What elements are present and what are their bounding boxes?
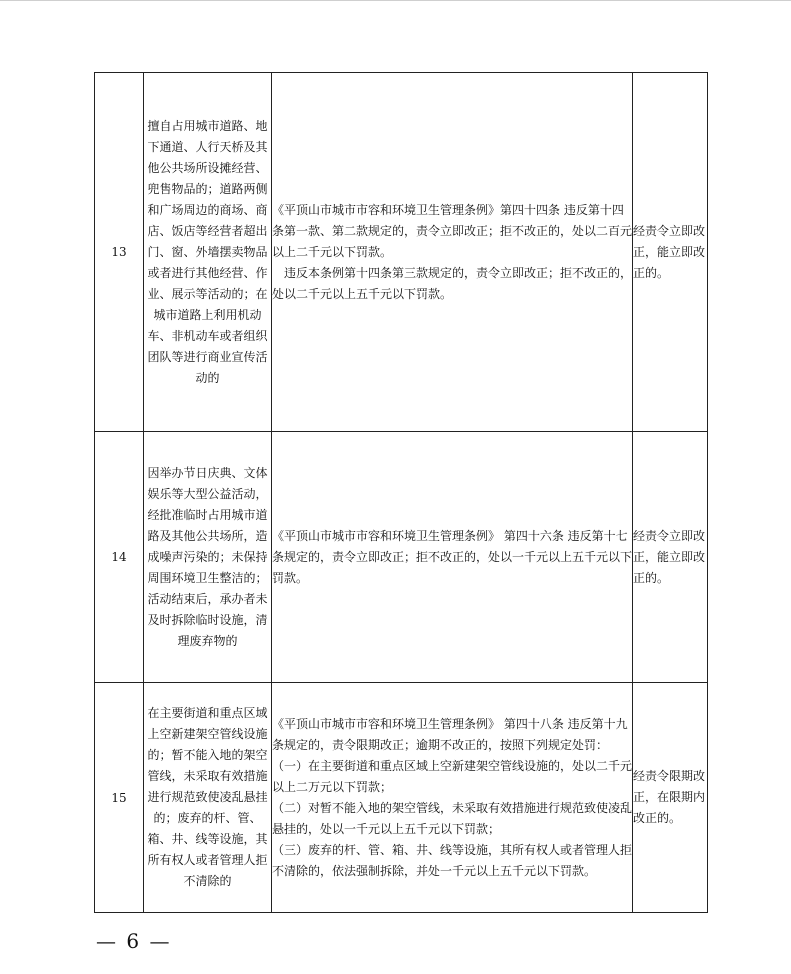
penalty-basis — [272, 73, 633, 432]
basis-paragraph: 《平顶山市城市市容和环境卫生管理条例》 第四十八条 违反第十九条规定的，责令限期改正；逾期不改正的，按照下列规定处罚： — [272, 716, 628, 752]
penalty-table — [94, 72, 708, 913]
violation-text: 擅自占用城市道路、地下通道、人行天桥及其他公共场所设摊经营、兜售物品的；道路两侧和广场周边的商场、商店、饭店等经营者超出门、窗、外墙摆卖物品或者进行其他经营、作业、展示等活动的；在城市道路上利用机动车、非机动车或者组织团队等进行商业宣传活动的 — [147, 118, 268, 385]
condition-text: 经责令立即改正，能立即改正的。 — [633, 223, 706, 280]
basis-paragraph: 违反本条例第十四条第三款规定的，责令立即改正；拒不改正的，处以二千元以上五千元以下罚款。 — [272, 265, 633, 301]
top-divider — [0, 0, 791, 1]
correction-condition — [633, 432, 708, 683]
condition-text: 经责令立即改正，能立即改正的。 — [633, 528, 706, 585]
correction-condition — [633, 73, 708, 432]
violation-description — [144, 683, 272, 913]
basis-paragraph: （一）在主要街道和重点区域上空新建架空管线设施的，处以二千元以上二万元以下罚款； — [272, 758, 633, 794]
basis-paragraph: 《平顶山市城市市容和环境卫生管理条例》第四十四条 违反第十四条第一款、第二款规定的，责令立即改正；拒不改正的，处以二百元以上二千元以下罚款。 — [272, 202, 633, 259]
violation-text: 因举办节日庆典、文体娱乐等大型公益活动，经批准临时占用城市道路及其他公共场所，造成噪声污染的；未保持周围环境卫生整洁的；活动结束后，承办者未及时拆除临时设施，清理废弃物的 — [147, 465, 268, 648]
penalty-basis — [272, 432, 633, 683]
violation-text: 在主要街道和重点区域上空新建架空管线设施的；暂不能入地的架空管线，未采取有效措施进行规范致使凌乱悬挂的；废弃的杆、管、箱、井、线等设施，其所有权人或者管理人拒不清除的 — [147, 706, 268, 888]
page-number: — 6 — — [96, 929, 172, 953]
table-row — [95, 73, 708, 432]
row-number: 13 — [95, 73, 144, 432]
basis-paragraph: 《平顶山市城市市容和环境卫生管理条例》 第四十六条 违反第十七条规定的，责令立即改正；拒不改正的，处以一千元以上五千元以下罚款。 — [272, 528, 633, 585]
table-row — [95, 432, 708, 683]
basis-paragraph: （三）废弃的杆、管、箱、井、线等设施，其所有权人或者管理人拒不清除的，依法强制拆除，并处一千元以上五千元以下罚款。 — [272, 842, 633, 878]
table-row — [95, 683, 708, 913]
row-number: 15 — [95, 683, 144, 913]
correction-condition — [633, 683, 708, 913]
violation-description — [144, 73, 272, 432]
row-number: 14 — [95, 432, 144, 683]
condition-text: 经责令限期改正，在限期内改正的。 — [633, 769, 706, 825]
penalty-basis — [272, 683, 633, 913]
basis-paragraph: （二）对暂不能入地的架空管线，未采取有效措施进行规范致使凌乱悬挂的，处以一千元以上五千元以下罚款； — [272, 800, 633, 836]
violation-description — [144, 432, 272, 683]
